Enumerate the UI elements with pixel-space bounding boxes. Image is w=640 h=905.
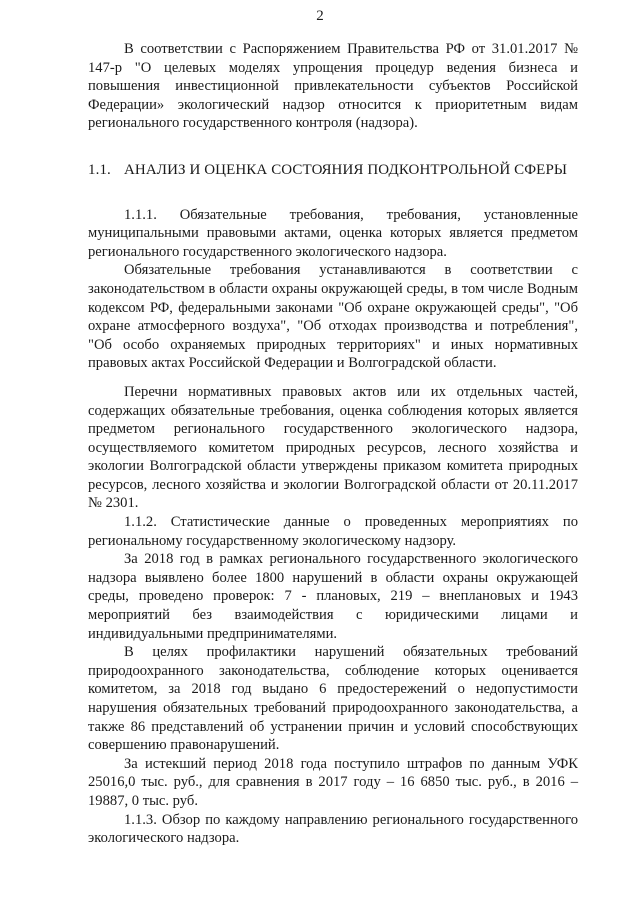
paragraph-prevention: В целях профилактики нарушений обязательных требований природоохранного законодательства, соблюдение которых оценивается комитетом, за 2018 год выдано 6 предостережений о недопустимости нарушения обязательных требований природоохранного законодательства, а также 86 представлений об устранении причин и условий способствующих совершению правонарушений. [88, 644, 578, 754]
paragraph-1-1-3: 1.1.3. Обзор по каждому направлению регионального государственного экологического надзора. [88, 811, 578, 847]
document-body [88, 40, 578, 848]
intro-paragraph: В соответствии с Распоряжением Правительства РФ от 31.01.2017 № 147-р "О целевых моделях упрощения процедур ведения бизнеса и повышения инвестиционной привлекательности субъектов Российской Федерации» экологический надзор относится к приоритетным видам регионального государственного контроля (надзора). [88, 41, 578, 132]
page-number: 2 [316, 8, 324, 24]
paragraph-1-1-2: 1.1.2. Статистические данные о проведенных мероприятиях по региональному государственному экологическому надзору. [88, 514, 578, 549]
paragraph-requirements: Обязательные требования устанавливаются в соответствии с законодательством в области охраны окружающей среды, в том числе Водным кодексом РФ, федеральными законами "Об охране окружающей среды", "Об охране атмосферного воздуха", "Об отходах производства и потребления", "Об особо охраняемых природных территориях" и иных нормативных правовых актах Российской Федерации и Волгоградской области. [88, 262, 578, 372]
spacer [88, 373, 578, 383]
paragraph-1-1-1: 1.1.1. Обязательные требования, требования, установленные муниципальными правовыми актами, оценка которых является предметом регионального государственного экологического надзора. [88, 206, 578, 260]
section-heading [88, 161, 578, 180]
section-heading-number: 1.1. [88, 161, 111, 178]
paragraph-statistics: За 2018 год в рамках регионального государственного экологического надзора выявлено более 1800 нарушений в области охраны окружающей среды, проведено проверок: 7 - плановых, 219 – внеплановых и 1943 мероприятий без взаимодействия с юридическими лицами и индивидуальными предпринимателями. [88, 551, 578, 642]
paragraph-lists: Перечни нормативных правовых актов или их отдельных частей, содержащих обязательные требования, оценка соблюдения которых является предметом регионального государственного экологического надзора, осуществляемого комитетом природных ресурсов, лесного хозяйства и экологии Волгоградской области утверждены приказом комитета природных ресурсов, лесного хозяйства и экологии Волгоградской области от 20.11.2017 № 2301. [88, 383, 578, 512]
section-heading-text: АНАЛИЗ И ОЦЕНКА СОСТОЯНИЯ ПОДКОНТРОЛЬНОЙ СФЕРЫ [124, 161, 568, 178]
paragraph-fines: За истекший период 2018 года поступило штрафов по данным УФК 25016,0 тыс. руб., для сравнения в 2017 году – 16 6850 тыс. руб., в 2016 – 19887, 0 тыс. руб. [88, 755, 578, 809]
